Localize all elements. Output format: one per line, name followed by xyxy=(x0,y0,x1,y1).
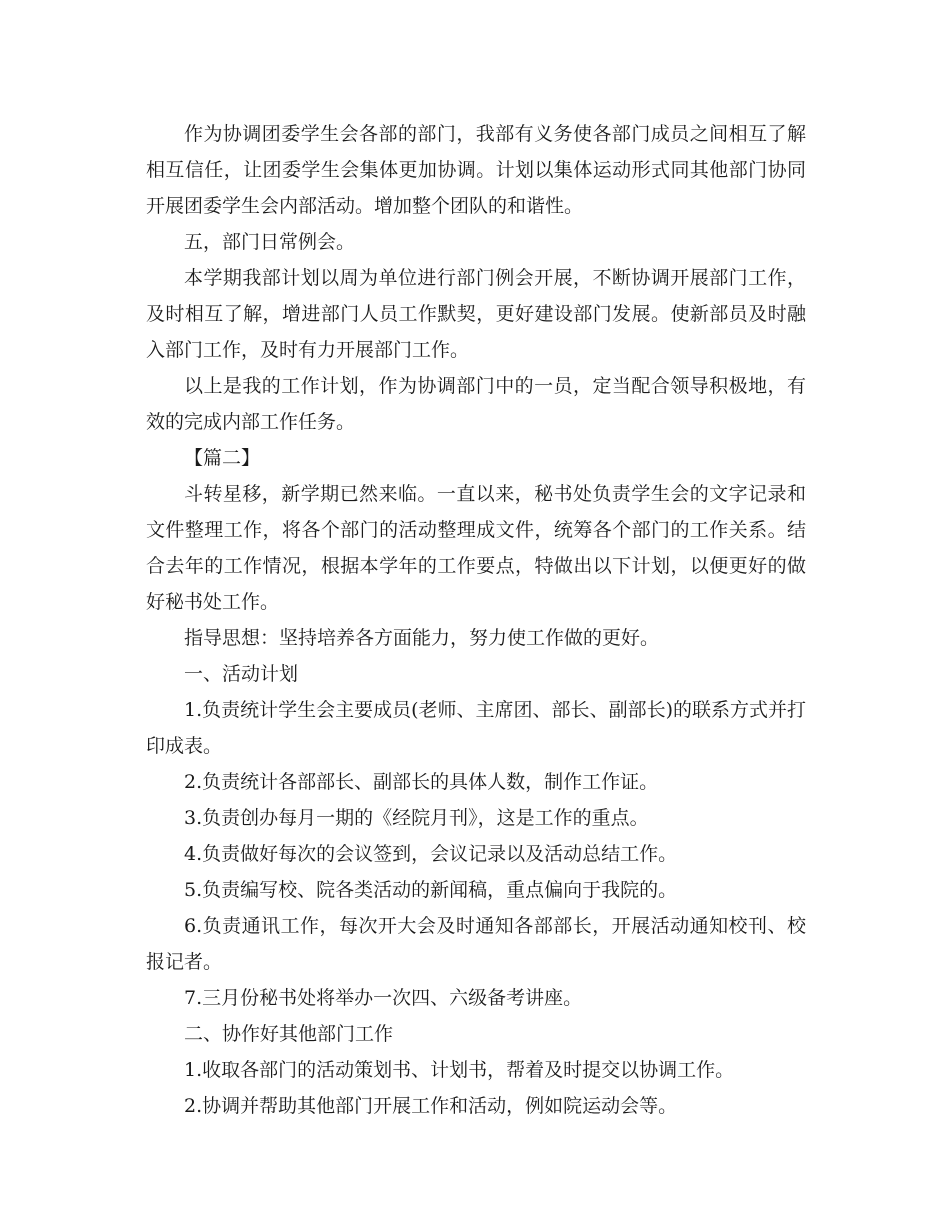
section-heading: 【篇二】 xyxy=(184,447,261,469)
document-body xyxy=(146,116,806,1124)
section-heading: 五，部门日常例会。 xyxy=(184,231,356,253)
paragraph: 作为协调团委学生会各部的部门，我部有义务使各部门成员之间相互了解相互信任，让团委学生会集体更加协调。计划以集体运动形式同其他部门协同开展团委学生会内部活动。增加整个团队的和谐性。 xyxy=(146,123,806,217)
paragraph: 指导思想：坚持培养各方面能力，努力使工作做的更好。 xyxy=(184,627,660,649)
list-item: 6.负责通讯工作，每次开大会及时通知各部部长，开展活动通知校刊、校报记者。 xyxy=(146,915,806,973)
list-item: 5.负责编写校、院各类活动的新闻稿，重点偏向于我院的。 xyxy=(184,879,678,901)
section-heading: 一、活动计划 xyxy=(184,663,299,685)
list-item: 3.负责创办每月一期的《经院月刊》，这是工作的重点。 xyxy=(184,807,649,829)
paragraph: 斗转星移，新学期已然来临。一直以来，秘书处负责学生会的文字记录和文件整理工作，将各个部门的活动整理成文件，统筹各个部门的工作关系。结合去年的工作情况，根据本学年的工作要点，特做出以下计划，以便更好的做好秘书处工作。 xyxy=(146,483,806,613)
list-item: 7.三月份秘书处将举办一次四、六级备考讲座。 xyxy=(184,987,583,1009)
list-item: 2.协调并帮助其他部门开展工作和活动，例如院运动会等。 xyxy=(184,1095,678,1117)
list-item: 1.收取各部门的活动策划书、计划书，帮着及时提交以协调工作。 xyxy=(184,1059,735,1081)
paragraph: 以上是我的工作计划，作为协调部门中的一员，定当配合领导积极地，有效的完成内部工作任务。 xyxy=(146,375,806,433)
list-item: 1.负责统计学生会主要成员(老师、主席团、部长、副部长)的联系方式并打印成表。 xyxy=(146,699,806,757)
list-item: 4.负责做好每次的会议签到，会议记录以及活动总结工作。 xyxy=(184,843,678,865)
paragraph: 本学期我部计划以周为单位进行部门例会开展，不断协调开展部门工作，及时相互了解，增进部门人员工作默契，更好建设部门发展。使新部员及时融入部门工作，及时有力开展部门工作。 xyxy=(146,267,806,361)
list-item: 2.负责统计各部部长、副部长的具体人数，制作工作证。 xyxy=(184,771,659,793)
section-heading: 二、协作好其他部门工作 xyxy=(184,1023,394,1045)
